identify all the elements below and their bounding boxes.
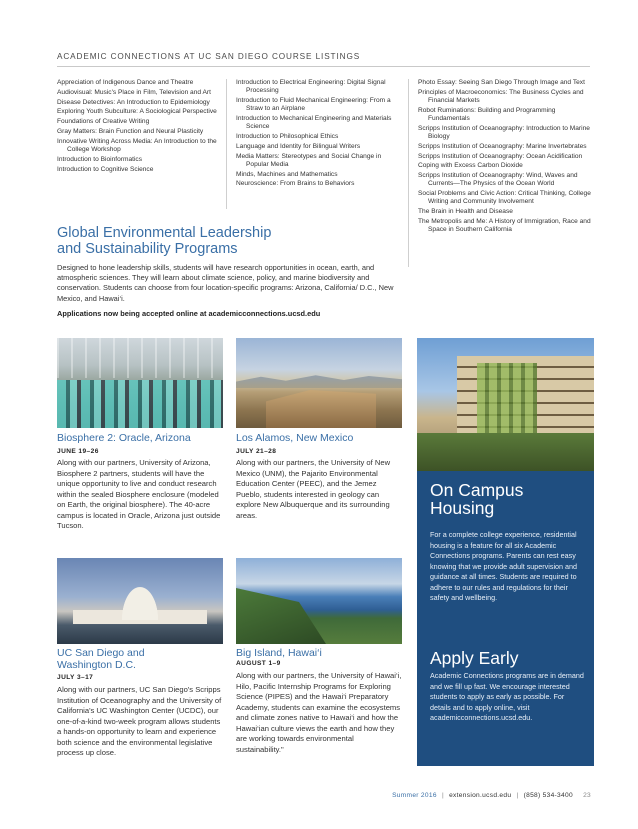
course-item: Audiovisual: Music's Place in Film, Television and Art bbox=[57, 88, 211, 96]
section-description: Designed to hone leadership skills, students will have research opportunities in ocean, earth, and atmospheric sciences. They will learn about climate science, policy, and marine biodiversity and conservation. Students can choose from four location-specific programs: Arizona, California/ D.C., New Mexico, and Hawai‘i. bbox=[57, 263, 394, 303]
course-item: Introduction to Electrical Engineering: Digital Signal Processing bbox=[236, 79, 386, 95]
course-item: Introduction to Cognitive Science bbox=[57, 165, 154, 173]
program-title-hawaii: Big Island, Hawai‘i bbox=[236, 647, 322, 659]
footer-separator: | bbox=[441, 792, 444, 799]
program-date-hawaii: AUGUST 1–9 bbox=[236, 660, 281, 667]
apply-online-note: Applications now being accepted online at academicconnections.ucsd.edu bbox=[57, 309, 321, 318]
capitol-building-photo bbox=[57, 558, 223, 644]
program-title-line: UC San Diego and bbox=[57, 647, 145, 659]
footer-separator: | bbox=[516, 792, 519, 799]
program-title-line: Washington D.C. bbox=[57, 658, 136, 671]
course-item: Introduction to Mechanical Engineering and Materials Science bbox=[236, 115, 392, 131]
program-title-biosphere: Biosphere 2: Oracle, Arizona bbox=[57, 432, 191, 444]
course-item: Introduction to Fluid Mechanical Engineering: From a Straw to an Airplane bbox=[236, 97, 391, 113]
course-item: Neuroscience: From Brains to Behaviors bbox=[236, 180, 355, 188]
course-item: Introduction to Philosophical Ethics bbox=[236, 133, 339, 140]
program-title-los-alamos: Los Alamos, New Mexico bbox=[236, 432, 354, 444]
course-item: Scripps Institution of Oceanography: Ocean Acidification bbox=[418, 152, 583, 160]
footer-website: extension.ucsd.edu bbox=[449, 792, 512, 799]
course-item: Introduction to Bioinformatics bbox=[57, 155, 143, 163]
course-item: Language and Identity for Bilingual Writers bbox=[236, 142, 361, 150]
campus-housing-photo bbox=[417, 338, 594, 471]
course-item: Gray Matters: Brain Function and Neural Plasticity bbox=[57, 127, 204, 135]
section-title-line: and Sustainability Programs bbox=[57, 240, 238, 257]
course-item: Scripps Institution of Oceanography: Introduction to Marine Biology bbox=[418, 124, 590, 140]
hawaii-coast-photo bbox=[236, 558, 402, 644]
apply-early-title: Apply Early bbox=[430, 648, 519, 668]
course-item: Robot Ruminations: Building and Programming Fundamentals bbox=[418, 106, 556, 122]
housing-title-line: On Campus bbox=[430, 480, 524, 500]
apply-early-body: Academic Connections programs are in demand and we fill up fast. We encourage interested students to apply as early as possible. For details and to apply online, visit academicconnections.ucsd.edu. bbox=[430, 671, 584, 722]
info-panel bbox=[417, 471, 594, 766]
header-divider bbox=[57, 66, 590, 67]
biosphere-group-photo bbox=[57, 338, 223, 428]
course-item: Exploring Youth Subculture: A Sociological Perspective bbox=[57, 108, 217, 116]
course-item: Social Problems and Civic Action: Critical Thinking, College Writing and Community Involvement bbox=[418, 190, 591, 206]
program-body-biosphere: Along with our partners, University of Arizona, Biosphere 2 partners, students will have the unique opportunity to live and conduct research within the sealed Biosphere enclosure (modeled on Earth, the original biosphere). The 40-acre campus is located in Oracle, Arizona just outside Tucson. bbox=[57, 458, 221, 530]
housing-title-line: Housing bbox=[430, 497, 495, 518]
housing-body: For a complete college experience, residential housing is a feature for all six Academic Connections programs. Parents can rest easy knowing that we provide adult supervision and guidance at all times. Students are required to adhere to our rules and regulations for their safety and wellbeing. bbox=[430, 530, 578, 602]
column-divider bbox=[226, 79, 227, 209]
course-item: Principles of Macroeconomics: The Business Cycles and Financial Markets bbox=[418, 88, 584, 104]
course-list-column-1 bbox=[57, 79, 223, 175]
column-divider bbox=[408, 79, 409, 267]
footer-phone: (858) 534-3400 bbox=[523, 792, 573, 799]
course-item: Scripps Institution of Oceanography: Marine Invertebrates bbox=[418, 142, 587, 150]
program-date-los-alamos: JULY 21–28 bbox=[236, 448, 277, 455]
footer-page-number: 23 bbox=[583, 792, 591, 799]
page-header: ACADEMIC CONNECTIONS AT UC SAN DIEGO COURSE LISTINGS bbox=[57, 52, 361, 61]
program-title-dc bbox=[57, 648, 223, 671]
course-item: Coping with Excess Carbon Dioxide bbox=[418, 162, 523, 170]
course-list-column-2 bbox=[236, 79, 402, 190]
course-item: Minds, Machines and Mathematics bbox=[236, 170, 338, 178]
course-item: Photo Essay: Seeing San Diego Through Image and Text bbox=[418, 79, 585, 86]
course-item: The Brain in Health and Disease bbox=[418, 208, 513, 216]
page-footer bbox=[392, 792, 594, 799]
course-item: Disease Detectives: An Introduction to Epidemiology bbox=[57, 98, 210, 106]
program-date-dc: JULY 3–17 bbox=[57, 674, 94, 681]
section-title-line: Global Environmental Leadership bbox=[57, 225, 272, 241]
housing-title bbox=[430, 482, 590, 517]
program-body-los-alamos: Along with our partners, the University of New Mexico (UNM), the Pajarito Environmental Education Center (PEEC), and the Jemez Pueblo, students interested in geology can explore New Albuquerque and its surrounding areas. bbox=[236, 458, 391, 520]
course-item: Appreciation of Indigenous Dance and Theatre bbox=[57, 79, 194, 86]
course-item: Scripps Institution of Oceanography: Wind, Waves and Currents—The Physics of the Ocean World bbox=[418, 172, 578, 188]
course-item: Media Matters: Stereotypes and Social Change in Popular Media bbox=[236, 152, 382, 168]
program-date-biosphere: JUNE 19–26 bbox=[57, 448, 99, 455]
footer-season: Summer 2016 bbox=[392, 792, 437, 799]
section-title-gel bbox=[57, 226, 397, 257]
program-body-hawaii: Along with our partners, the University of Hawai‘i, Hilo, Pacific Internship Programs for Exploring Science (PIPES) and the Hawai‘i Preparatory Academy, students can examine the ecosystems and climate zones native to Hawai‘i and how the Hawai‘ian culture views the earth and how they are working towards environmental sustainability." bbox=[236, 671, 402, 754]
course-item: Innovative Writing Across Media: An Introduction to the College Workshop bbox=[57, 137, 217, 153]
course-item: The Metropolis and Me: A History of Immigration, Race and Space in Southern California bbox=[418, 217, 591, 234]
course-list-column-3 bbox=[418, 79, 593, 236]
course-item: Foundations of Creative Writing bbox=[57, 118, 150, 126]
los-alamos-landscape-photo bbox=[236, 338, 402, 428]
program-body-dc: Along with our partners, UC San Diego's Scripps Institution of Oceanography and the University of California's UC Washington Center (UCDC), our one-of-a-kind two-week program allows students a hands-on opportunity to learn and experience both science and the environmental legislative process up close. bbox=[57, 685, 222, 757]
